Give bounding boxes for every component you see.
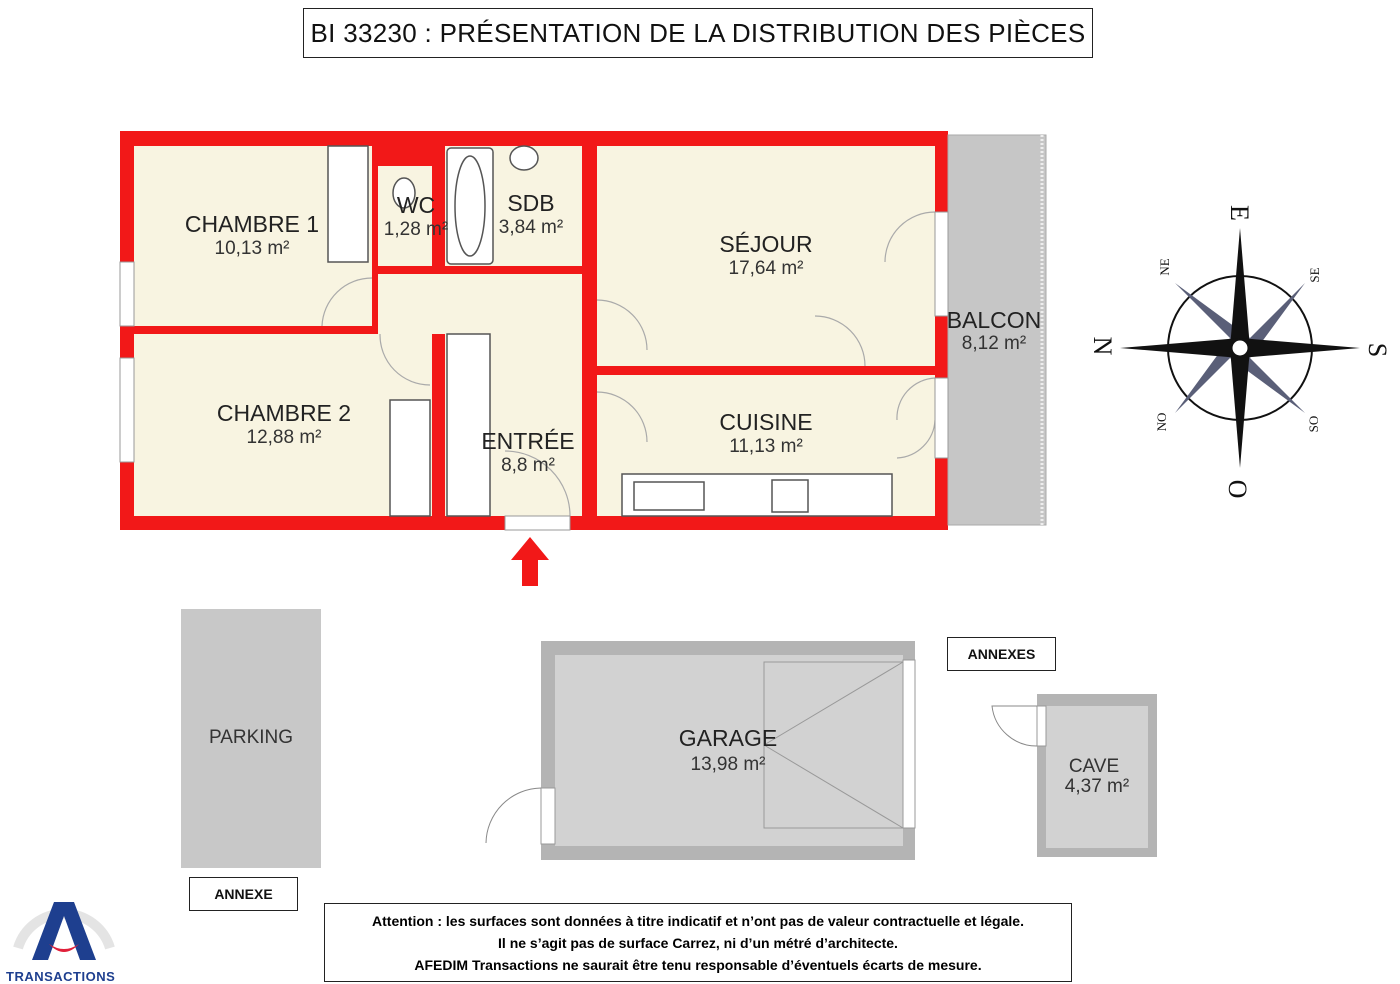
closet: [390, 400, 430, 516]
room-name: ENTRÉE: [481, 428, 575, 454]
sink-icon: [510, 146, 538, 170]
room-name: SDB: [507, 190, 555, 216]
stove-icon: [772, 480, 808, 512]
compass-so: SO: [1306, 415, 1321, 433]
cave-name: CAVE: [1068, 756, 1120, 777]
room-area: 3,84 m²: [498, 217, 564, 238]
page-title: BI 33230 : PRÉSENTATION DE LA DISTRIBUTION DES PIÈCES: [303, 8, 1093, 58]
room-area: 12,88 m²: [246, 427, 322, 448]
compass-e: E: [1225, 205, 1254, 221]
bathtub-icon: [447, 148, 493, 264]
garage-name: GARAGE: [678, 725, 778, 751]
annexe-label: ANNEXE: [189, 877, 298, 911]
cave-area-value: 4,37 m²: [1064, 776, 1130, 797]
disclaimer-line: Il ne s’agit pas de surface Carrez, ni d’un métré d’architecte.: [498, 934, 898, 951]
room-name: CHAMBRE 2: [216, 400, 352, 426]
room-area: 8,8 m²: [501, 455, 555, 476]
disclaimer-line: Attention : les surfaces sont données à titre indicatif et n’ont pas de valeur contractuelle et légale.: [372, 912, 1024, 929]
disclaimer: [324, 903, 1072, 982]
compass-n: N: [1088, 336, 1117, 356]
room-name: BALCON: [946, 307, 1042, 333]
room-area: 8,12 m²: [961, 333, 1027, 354]
room-name: CUISINE: [719, 409, 813, 435]
garage-area-value: 13,98 m²: [690, 754, 766, 775]
compass-o: O: [1223, 479, 1252, 499]
parking-name: PARKING: [208, 727, 294, 748]
closet: [328, 146, 368, 262]
compass-no: NO: [1154, 412, 1169, 432]
disclaimer-line: AFEDIM Transactions ne saurait être tenu responsable d’éventuels écarts de mesure.: [414, 956, 982, 973]
room-area: 1,28 m²: [383, 219, 449, 240]
room-area: 11,13 m²: [729, 436, 803, 457]
entrance-arrow-icon: [511, 537, 549, 586]
logo-text: TRANSACTIONS: [6, 969, 116, 984]
closet: [447, 334, 490, 516]
annexes-label: ANNEXES: [947, 637, 1056, 671]
room-name: WC: [396, 192, 436, 218]
compass-se: SE: [1307, 267, 1322, 283]
room-area: 10,13 m²: [214, 238, 290, 259]
room-area: 17,64 m²: [728, 258, 804, 279]
room-name: SÉJOUR: [719, 231, 813, 257]
compass-ne: NE: [1157, 258, 1172, 276]
compass-s: S: [1363, 342, 1392, 358]
room-name: CHAMBRE 1: [184, 211, 320, 237]
